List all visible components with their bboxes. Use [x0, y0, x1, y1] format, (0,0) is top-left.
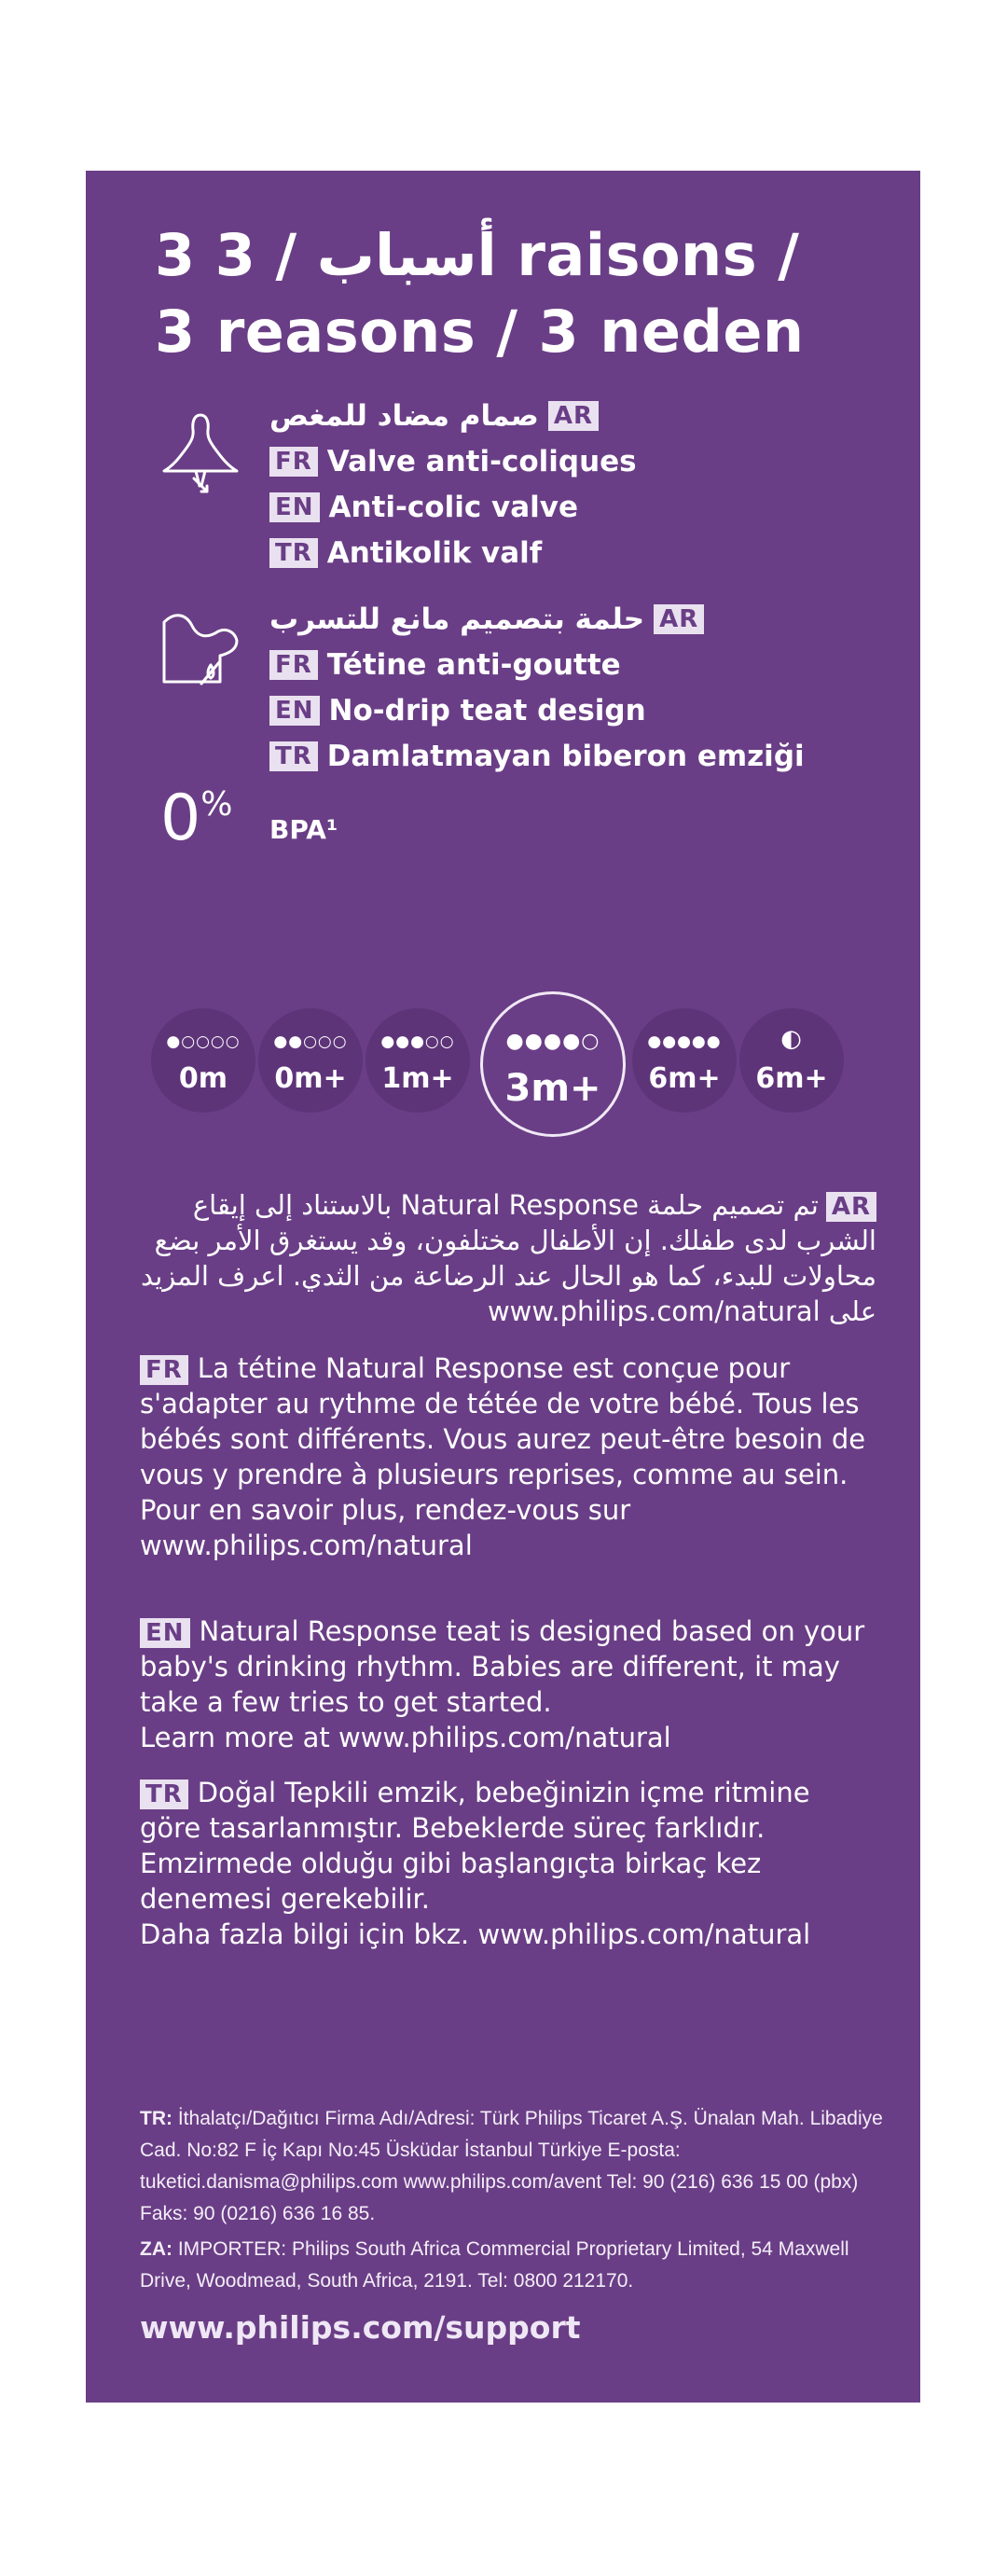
- feature-text-fr: Tétine anti-goutte: [326, 648, 621, 682]
- stage-label: 0m: [178, 1062, 228, 1095]
- flow-stage-0m-plus: [258, 1008, 363, 1113]
- page-title: [155, 217, 805, 370]
- flow-stage-1m-plus: [366, 1008, 470, 1113]
- paragraph-ar-text: تم تصميم حلمة Natural Response بالاستناد إلى إيقاع الشرب لدى طفلك. إن الأطفال مختلفون، وقد يستغرق الأمر بضع محاولات للبدء، كما هو الحال عند الرضاعة من الثدي. اعرف المزيد على www.philips.com/natural: [141, 1189, 876, 1327]
- stage-label: 0m+: [274, 1062, 347, 1095]
- title-line-1: 3 أسباب / 3 raisons /: [155, 221, 800, 289]
- flow-stage-scale: [151, 991, 860, 1131]
- lang-tag-ar: AR: [826, 1192, 876, 1222]
- drop-icons: ●●●●●: [647, 1032, 722, 1051]
- lang-tag-fr: FR: [140, 1355, 188, 1385]
- y-cut-drop-icon: ◐: [780, 1025, 803, 1053]
- anti-colic-valve-icon: [159, 409, 242, 503]
- footer-za-importer: [140, 2234, 886, 2297]
- paragraph-fr-more: Pour en savoir plus, rendez-vous sur www.philips.com/natural: [140, 1494, 631, 1561]
- paragraph-tr-text: Doğal Tepkili emzik, bebeğinizin içme ritmine göre tasarlanmıştır. Bebeklerde süreç farklıdır. Emzirmede olduğu gibi başlangıçta birkaç kez denemesi gerekebilir.: [140, 1777, 810, 1915]
- feature-row-en: [269, 689, 646, 732]
- bpa-unit: %: [200, 785, 233, 824]
- stage-label: 6m+: [755, 1062, 828, 1095]
- lang-tag-en: EN: [140, 1618, 190, 1648]
- footer-tr-importer: [140, 2103, 886, 2230]
- paragraph-tr: [140, 1775, 876, 1952]
- feature-text-fr: Valve anti-coliques: [326, 445, 637, 478]
- flow-stage-0m: [151, 1008, 255, 1113]
- lang-tag-en: EN: [269, 492, 320, 522]
- footer-za-label: ZA:: [140, 2238, 172, 2260]
- footer-tr-text: İthalatçı/Dağıtıcı Firma Adı/Adresi: Türk Philips Ticaret A.Ş. Ünalan Mah. Libadiye Cad. No:82 F İç Kapı No:45 Üsküdar İstanbul Türkiye E-posta: tuketici.danisma@philips.com www.philips.com/avent Tel: 90 (216) 636 15 00 (pbx) Faks: 90 (0216) 636 16 85.: [140, 2108, 883, 2224]
- lang-tag-fr: FR: [269, 650, 318, 680]
- lang-tag-ar: AR: [654, 604, 704, 634]
- lang-tag-tr: TR: [269, 741, 318, 771]
- lang-tag-tr: TR: [269, 538, 318, 568]
- footer-tr-label: TR:: [140, 2108, 172, 2129]
- feature-row-fr: [269, 644, 621, 686]
- paragraph-tr-more: Daha fazla bilgi için bkz. www.philips.com/natural: [140, 1918, 811, 1950]
- drop-icons: ●●●●○: [505, 1030, 600, 1053]
- bpa-percent: [160, 782, 232, 855]
- paragraph-en-more: Learn more at www.philips.com/natural: [140, 1722, 671, 1753]
- paragraph-fr: [140, 1350, 876, 1563]
- feature-text-en: No-drip teat design: [328, 694, 646, 727]
- feature-row-tr: [269, 735, 805, 778]
- footer-za-text: IMPORTER: Philips South Africa Commercial Proprietary Limited, 54 Maxwell Drive, Woodmead, South Africa, 2191. Tel: 0800 212170.: [140, 2238, 849, 2292]
- drop-icons: ●●○○○: [273, 1032, 348, 1051]
- package-panel: [86, 171, 920, 2403]
- bpa-label: BPA¹: [269, 814, 338, 845]
- feature-text-ar: صمام مضاد للمغص: [269, 399, 539, 433]
- no-drip-teat-icon: [159, 603, 242, 697]
- drop-icons: ●○○○○: [166, 1032, 241, 1051]
- feature-row-ar: [269, 598, 704, 641]
- paragraph-fr-text: La tétine Natural Response est conçue pour s'adapter au rythme de tétée de votre bébé. Tous les bébés sont différents. Vous aurez peut-être besoin de vous y prendre à plusieurs reprises, comme au sein.: [140, 1352, 866, 1490]
- feature-text-en: Anti-colic valve: [328, 491, 578, 524]
- feature-row-tr: [269, 532, 542, 575]
- flow-stage-3m-plus-selected: [480, 991, 626, 1137]
- paragraph-en: [140, 1613, 876, 1755]
- feature-text-ar: حلمة بتصميم مانع للتسرب: [269, 602, 645, 636]
- feature-row-en: [269, 486, 578, 529]
- title-line-2: 3 reasons / 3 neden: [155, 298, 805, 366]
- bpa-value: 0: [160, 782, 201, 855]
- feature-row-fr: [269, 440, 637, 483]
- stage-label: 3m+: [504, 1067, 601, 1110]
- lang-tag-ar: AR: [548, 401, 599, 431]
- paragraph-en-text: Natural Response teat is designed based on your baby's drinking rhythm. Babies are different, it may take a few tries to get started.: [140, 1615, 865, 1718]
- feature-row-ar: [269, 395, 599, 437]
- drop-icons: ●●●○○: [380, 1032, 455, 1051]
- flow-stage-6m-plus-y-cut: [739, 1008, 844, 1113]
- lang-tag-tr: TR: [140, 1780, 188, 1809]
- lang-tag-en: EN: [269, 696, 320, 726]
- feature-text-tr: Antikolik valf: [326, 536, 543, 570]
- feature-text-tr: Damlatmayan biberon emziği: [326, 740, 805, 773]
- support-url[interactable]: www.philips.com/support: [140, 2309, 581, 2346]
- stage-label: 1m+: [381, 1062, 454, 1095]
- paragraph-ar: [140, 1187, 876, 1329]
- stage-label: 6m+: [648, 1062, 721, 1095]
- flow-stage-6m-plus: [632, 1008, 737, 1113]
- lang-tag-fr: FR: [269, 447, 318, 477]
